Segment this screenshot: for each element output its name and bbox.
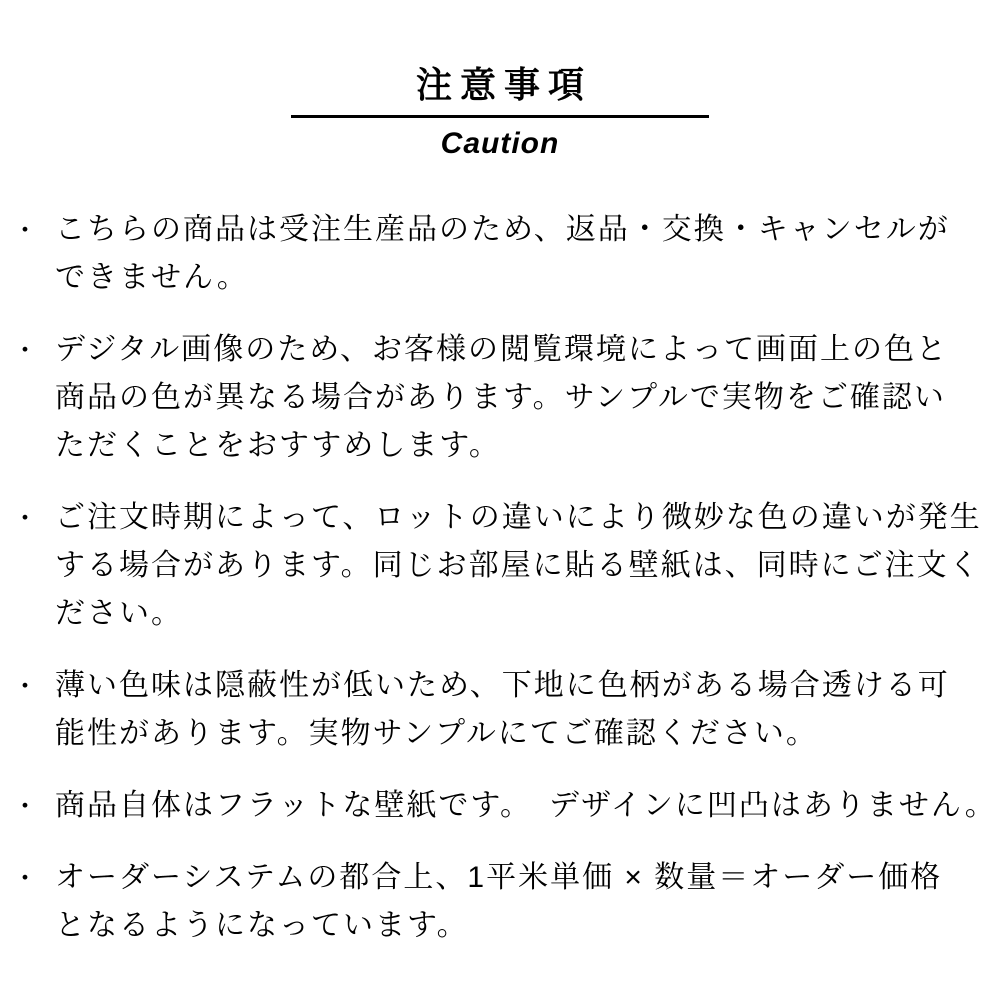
note-line: ださい。 (55, 596, 183, 630)
note-line: こちらの商品は受注生産品のため、返品・交換・キャンセルが (55, 212, 950, 246)
note-line: ご注文時期によって、ロットの違いにより微妙な色の違いが発生 (55, 500, 982, 534)
title-divider (291, 115, 709, 118)
note-line: オーダーシステムの都合上、1平米単価 × 数量＝オーダー価格 (55, 860, 943, 894)
bullet-marker: ・ (12, 862, 41, 893)
page-title: 注意事項 (415, 64, 592, 105)
note-line: 能性があります。実物サンプルにてご確認ください。 (55, 716, 818, 750)
bullet-marker: ・ (12, 790, 41, 821)
note-line: する場合があります。同じお部屋に貼る壁紙は、同時にご注文く (55, 548, 981, 582)
note-line: 商品の色が異なる場合があります。サンプルで実物をご確認い (55, 380, 946, 414)
note-line: ただくことをおすすめします。 (55, 428, 501, 462)
caution-list (0, 206, 1000, 950)
list-item (12, 782, 997, 830)
list-item (12, 494, 985, 638)
list-item (12, 854, 985, 950)
list-item (12, 206, 985, 302)
page-header (0, 0, 1000, 163)
note-line: となるようになっています。 (55, 908, 469, 942)
bullet-marker: ・ (12, 334, 41, 365)
note-line: できません。 (55, 260, 249, 294)
page-subtitle: Caution (440, 127, 560, 161)
list-item (12, 662, 985, 758)
note-text (55, 782, 997, 830)
note-text (55, 494, 985, 638)
note-text (55, 854, 985, 950)
bullet-marker: ・ (12, 670, 41, 701)
bullet-marker: ・ (12, 502, 41, 533)
note-text (55, 662, 985, 758)
note-text (55, 326, 985, 470)
bullet-marker: ・ (12, 214, 41, 245)
list-item (12, 326, 985, 470)
note-line: 商品自体はフラットな壁紙です。 デザインに凹凸はありません。 (55, 788, 997, 822)
note-text (55, 206, 985, 302)
note-line: 薄い色味は隠蔽性が低いため、下地に色柄がある場合透ける可 (55, 668, 950, 702)
note-line: デジタル画像のため、お客様の閲覧環境によって画面上の色と (55, 332, 948, 366)
